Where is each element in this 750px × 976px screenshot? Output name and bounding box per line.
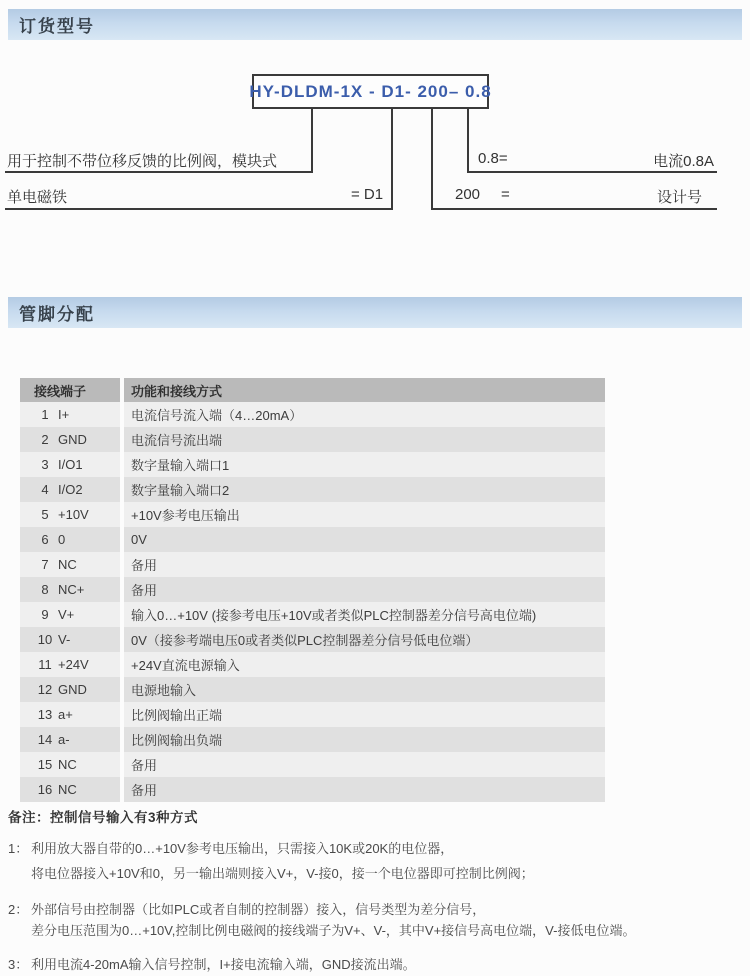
pin-number: 1 <box>41 407 49 422</box>
function-cell <box>124 527 605 552</box>
table-row <box>20 777 605 802</box>
section-title: 订货型号 <box>19 17 95 36</box>
pin-name: V- <box>58 632 71 647</box>
pin-name: I/O2 <box>58 482 83 497</box>
table-row <box>20 677 605 702</box>
table-row <box>20 427 605 452</box>
section-header-pin-assignment <box>8 297 742 328</box>
pin-number: 6 <box>41 532 49 547</box>
table-row <box>20 702 605 727</box>
pin-function: 输入0…+10V (接参考电压+10V或者类似PLC控制器差分信号高电位端) <box>131 608 537 623</box>
table-header-row <box>20 378 605 402</box>
pin-function: 备用 <box>131 758 158 773</box>
table-row <box>20 502 605 527</box>
note-text <box>31 901 736 940</box>
pin-name: GND <box>58 682 87 697</box>
pin-function: 比例阀输出正端 <box>131 708 223 723</box>
table-row <box>20 477 605 502</box>
function-cell <box>124 702 605 727</box>
table-row <box>20 577 605 602</box>
terminal-cell <box>20 477 120 502</box>
function-cell <box>124 602 605 627</box>
pin-name: a- <box>58 732 70 747</box>
branch-line-current <box>467 109 469 173</box>
table-body <box>20 402 605 802</box>
terminal-cell <box>20 527 120 552</box>
pin-number: 10 <box>37 632 53 647</box>
design-equals-sign: = <box>501 186 510 203</box>
function-cell <box>124 402 605 427</box>
notes-section <box>8 806 736 974</box>
pin-function: 电流信号流出端 <box>131 433 223 448</box>
pin-number: 14 <box>37 732 53 747</box>
function-cell <box>124 577 605 602</box>
pin-name: +10V <box>58 507 89 522</box>
function-cell <box>124 502 605 527</box>
branch-line-module <box>311 109 313 173</box>
pin-number: 5 <box>41 507 49 522</box>
note-line: 差分电压范围为0…+10V,控制比例电磁阀的接线端子为V+、V-，其中V+接信号高电位端，V-接低电位端。 <box>31 923 636 938</box>
function-cell <box>124 652 605 677</box>
rule-solenoid <box>5 208 393 210</box>
pin-function: 0V <box>131 532 147 547</box>
note-item <box>8 901 736 940</box>
terminal-cell <box>20 602 120 627</box>
terminal-cell <box>20 727 120 752</box>
note-line: 利用放大器自带的0…+10V参考电压输出，只需接入10K或20K的电位器， <box>31 841 454 856</box>
function-cell <box>124 777 605 802</box>
note-number: 2： <box>8 902 29 917</box>
label-design: 设计号 <box>656 189 702 206</box>
pin-assignment-table <box>20 378 605 802</box>
branch-line-design <box>431 109 433 210</box>
rule-current <box>467 171 717 173</box>
notes-list <box>8 840 736 974</box>
table-row <box>20 602 605 627</box>
note-line: 将电位器接入+10V和0，另一输出端则接入V+，V-接0，接一个电位器即可控制比例阀； <box>31 866 534 881</box>
pin-function: 0V（接参考端电压0或者类似PLC控制器差分信号低电位端） <box>131 633 479 648</box>
pin-name: NC <box>58 782 77 797</box>
function-cell <box>124 627 605 652</box>
value-solenoid-code: = D1 <box>351 186 384 203</box>
rule-design <box>431 208 717 210</box>
pin-function: 数字量输入端口1 <box>131 458 230 473</box>
table-row <box>20 752 605 777</box>
pin-name: NC+ <box>58 582 85 597</box>
function-cell <box>124 552 605 577</box>
terminal-cell <box>20 702 120 727</box>
table-row <box>20 627 605 652</box>
function-cell <box>124 727 605 752</box>
pin-function: 比例阀输出负端 <box>131 733 223 748</box>
terminal-cell <box>20 652 120 677</box>
ordering-code-diagram <box>0 0 750 240</box>
pin-name: I+ <box>58 407 70 422</box>
pin-function: +24V直流电源输入 <box>131 658 240 673</box>
label-module-description: 用于控制不带位移反馈的比例阀，模块式 <box>7 153 278 170</box>
rule-module <box>5 171 313 173</box>
pin-name: I/O1 <box>58 457 83 472</box>
pin-function: 电源地输入 <box>131 683 197 698</box>
terminal-cell <box>20 402 120 427</box>
pin-number: 16 <box>37 782 53 797</box>
pin-function: +10V参考电压输出 <box>131 508 240 523</box>
terminal-cell <box>20 452 120 477</box>
note-item <box>8 840 736 883</box>
terminal-cell <box>20 627 120 652</box>
terminal-cell <box>20 427 120 452</box>
pin-number: 13 <box>37 707 53 722</box>
label-solenoid: 单电磁铁 <box>7 189 68 206</box>
terminal-cell <box>20 577 120 602</box>
function-cell <box>124 477 605 502</box>
pin-number: 8 <box>41 582 49 597</box>
pin-function: 备用 <box>131 558 158 573</box>
terminal-cell <box>20 752 120 777</box>
table-row <box>20 402 605 427</box>
note-line: 利用电流4-20mA输入信号控制，I+接电流输入端，GND接流出端。 <box>31 957 416 972</box>
model-code: HY-DLDM-1X - D1- 200– 0.8 <box>249 81 492 101</box>
pin-number: 3 <box>41 457 49 472</box>
terminal-cell <box>20 552 120 577</box>
table-row <box>20 652 605 677</box>
note-text <box>31 840 736 883</box>
pin-number: 4 <box>41 482 49 497</box>
pin-name: a+ <box>58 707 73 722</box>
note-item <box>8 956 736 974</box>
section-title: 管脚分配 <box>19 305 95 324</box>
function-cell <box>124 677 605 702</box>
note-line: 外部信号由控制器（比如PLC或者自制的控制器）接入，信号类型为差分信号， <box>31 902 486 917</box>
notes-title: 备注：控制信号输入有3种方式 <box>8 810 199 825</box>
pin-number: 12 <box>37 682 53 697</box>
pin-number: 9 <box>41 607 49 622</box>
pin-function: 备用 <box>131 783 158 798</box>
header-terminal: 接线端子 <box>20 378 120 402</box>
pin-number: 15 <box>37 757 53 772</box>
pin-name: GND <box>58 432 87 447</box>
pin-function: 电流信号流入端（4…20mA） <box>131 408 303 423</box>
pin-function: 备用 <box>131 583 158 598</box>
note-number: 3： <box>8 957 29 972</box>
pin-number: 2 <box>41 432 49 447</box>
branch-line-solenoid <box>391 109 393 210</box>
pin-number: 11 <box>38 657 52 672</box>
terminal-cell <box>20 677 120 702</box>
pin-name: NC <box>58 557 77 572</box>
value-design-code: 200 <box>455 186 481 203</box>
pin-function: 数字量输入端口2 <box>131 483 230 498</box>
note-number: 1： <box>8 841 29 856</box>
model-code-box <box>249 74 492 109</box>
function-cell <box>124 452 605 477</box>
value-current-code: 0.8= <box>478 150 508 167</box>
pin-number: 7 <box>41 557 49 572</box>
terminal-cell <box>20 502 120 527</box>
table-row <box>20 727 605 752</box>
terminal-cell <box>20 777 120 802</box>
header-function: 功能和接线方式 <box>124 378 605 402</box>
table-row <box>20 452 605 477</box>
function-cell <box>124 752 605 777</box>
table-row <box>20 552 605 577</box>
pin-name: 0 <box>58 532 66 547</box>
table-row <box>20 527 605 552</box>
pin-name: +24V <box>58 657 89 672</box>
pin-name: V+ <box>58 607 75 622</box>
label-current: 电流0.8A <box>653 153 714 170</box>
pin-name: NC <box>58 757 77 772</box>
function-cell <box>124 427 605 452</box>
note-text <box>31 956 736 974</box>
